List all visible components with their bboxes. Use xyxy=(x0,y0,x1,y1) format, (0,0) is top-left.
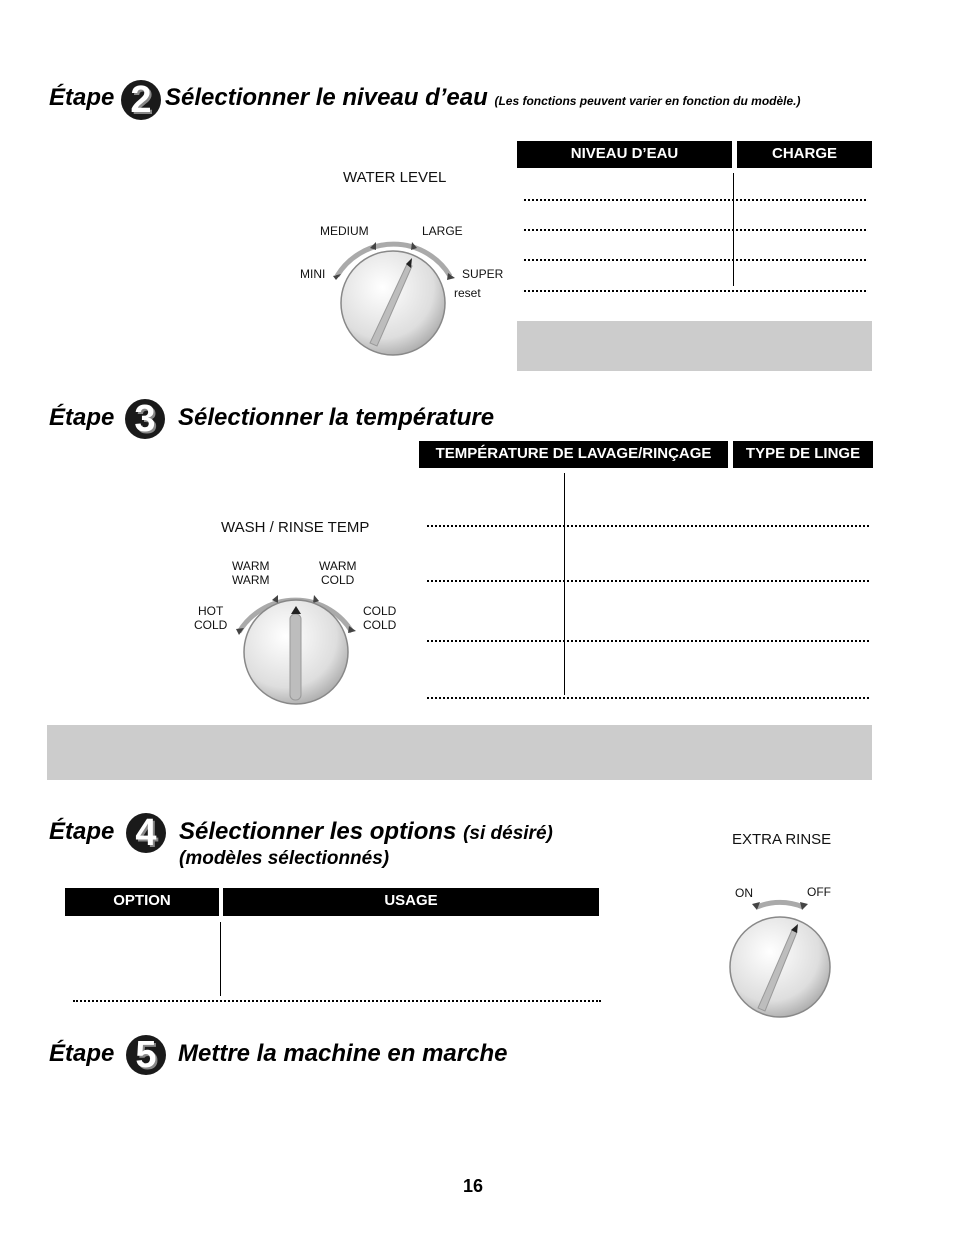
note-box xyxy=(517,321,872,371)
extra-rinse-dial-title: EXTRA RINSE xyxy=(732,831,832,848)
table-row-separator xyxy=(427,697,869,699)
charge-column-header: CHARGE xyxy=(737,141,872,168)
step2-heading xyxy=(49,86,114,110)
table-row-separator xyxy=(427,640,869,642)
temperature-column-header: TEMPÉRATURE DE LAVAGE/RINÇAGE xyxy=(419,441,728,468)
usage-column-header: USAGE xyxy=(223,888,599,916)
dial-label-warm-warm-1: WARM xyxy=(232,559,270,573)
dial-label-mini: MINI xyxy=(300,267,326,281)
extra-rinse-dial[interactable] xyxy=(720,890,845,1025)
step2-title xyxy=(165,86,801,110)
table-row-separator xyxy=(524,259,866,261)
step4-word: Étape xyxy=(49,818,115,845)
dial-label-large: LARGE xyxy=(422,224,463,238)
step4-title xyxy=(179,820,553,844)
dial-label-on: ON xyxy=(735,886,753,900)
step5-number-badge: 5 xyxy=(126,1035,166,1075)
step2-number-badge: 2 xyxy=(121,80,161,120)
dial-label-off: OFF xyxy=(807,885,831,899)
page-number: 16 xyxy=(463,1176,484,1196)
table-row-separator xyxy=(524,290,866,292)
step3-number-badge: 3 xyxy=(125,399,165,439)
dial-label-medium: MEDIUM xyxy=(320,224,369,238)
step2-word: Étape xyxy=(49,84,115,111)
dial-label-warm-cold-1: WARM xyxy=(319,559,357,573)
step4-number-badge: 4 xyxy=(126,813,166,853)
step5-word: Étape xyxy=(49,1040,115,1067)
dial-label-cold-cold-1: COLD xyxy=(363,604,397,618)
water-level-column-header: NIVEAU D’EAU xyxy=(517,141,732,168)
note-box xyxy=(47,725,872,780)
table-row-separator xyxy=(427,580,869,582)
table-divider xyxy=(220,922,221,996)
dial-label-hot-cold-2: COLD xyxy=(194,618,228,632)
linen-type-column-header: TYPE DE LINGE xyxy=(733,441,873,468)
step3-title: Sélectionner la température xyxy=(178,404,495,431)
dial-label-cold-cold-2: COLD xyxy=(363,618,397,632)
step3-word: Étape xyxy=(49,404,115,431)
dial-label-hot-cold-1: HOT xyxy=(198,604,224,618)
step4-title-text: Sélectionner les options xyxy=(179,818,457,845)
water-level-dial-title: WATER LEVEL xyxy=(343,169,447,186)
table-divider xyxy=(564,473,565,695)
water-level-dial[interactable] xyxy=(320,228,470,363)
table-row-separator xyxy=(73,1000,601,1002)
table-row-separator xyxy=(427,525,869,527)
step2-note: (Les fonctions peuvent varier en fonction du modèle.) xyxy=(494,94,801,108)
step4-title-suffix: (si désiré) xyxy=(463,823,553,844)
dial-label-super: SUPER xyxy=(462,267,504,281)
step5-title: Mettre la machine en marche xyxy=(178,1040,508,1067)
wash-rinse-temp-dial-title: WASH / RINSE TEMP xyxy=(221,519,370,536)
step2-title-text: Sélectionner le niveau d’eau xyxy=(165,84,488,111)
step4-subtitle: (modèles sélectionnés) xyxy=(179,848,390,869)
wash-rinse-temp-dial[interactable] xyxy=(222,582,372,707)
option-column-header: OPTION xyxy=(65,888,219,916)
dial-label-warm-cold-2: COLD xyxy=(321,573,355,587)
dial-label-reset: reset xyxy=(454,286,481,300)
dial-label-warm-warm-2: WARM xyxy=(232,573,270,587)
table-row-separator xyxy=(524,199,866,201)
table-row-separator xyxy=(524,229,866,231)
